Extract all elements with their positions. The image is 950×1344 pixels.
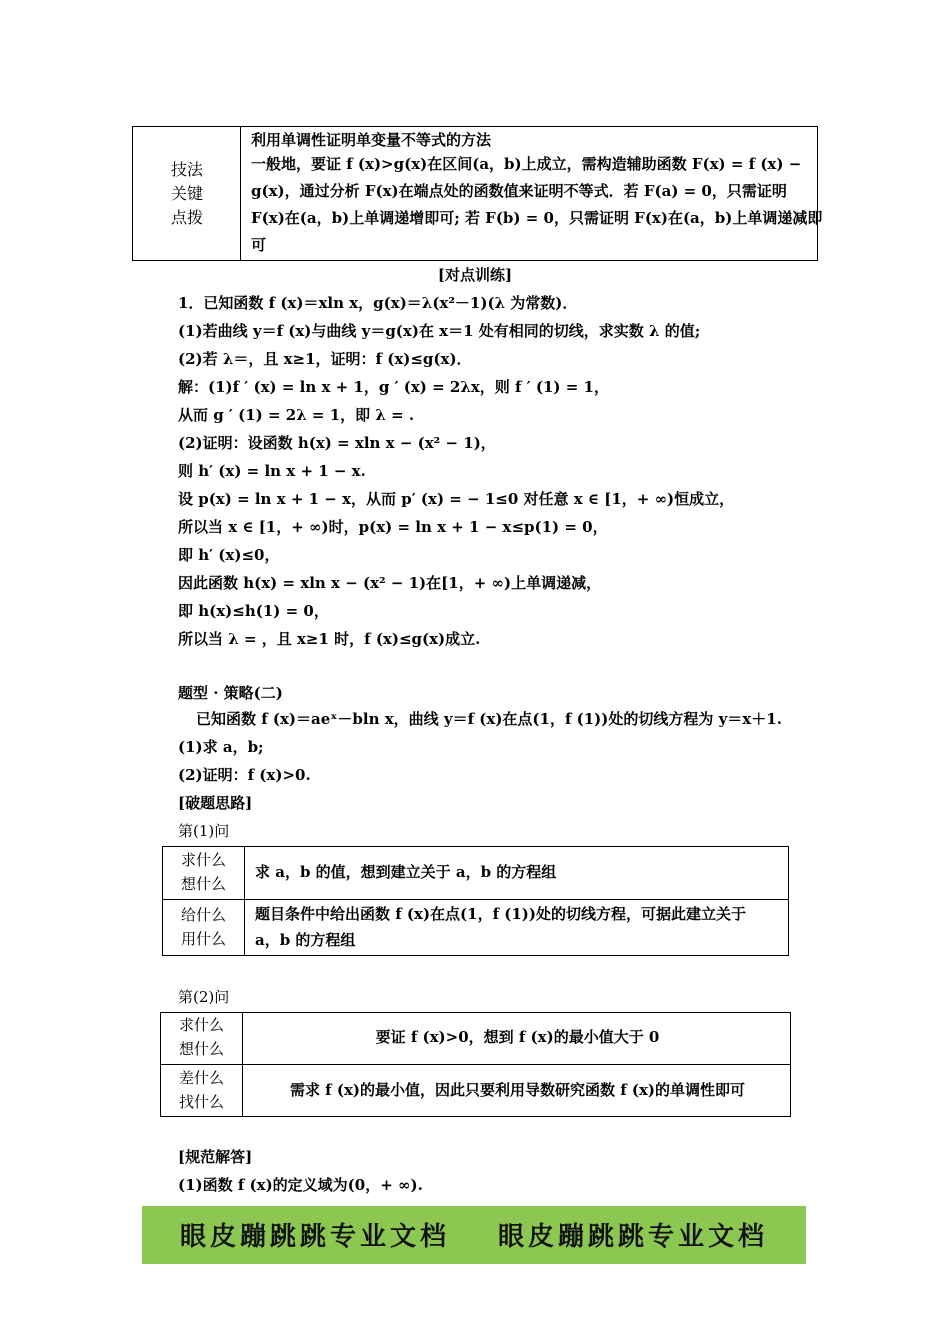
text-line: 即 h′ (x)≤0， xyxy=(178,546,280,564)
problem-statement: 已知函数 f (x)＝aeˣ－bln x，曲线 y＝f (x)在点(1，f (1))处的切线方程为 y＝x＋1. xyxy=(196,710,782,728)
banner-text: 眼皮蹦跳跳专业文档 xyxy=(498,1222,769,1252)
text-line: 1．已知函数 f (x)＝xln x，g(x)＝λ(x²－1)(λ 为常数)． xyxy=(178,294,578,312)
method-box-label xyxy=(133,127,241,260)
row-label xyxy=(163,847,245,899)
think-heading: [破题思路] xyxy=(178,794,253,812)
row-label-line: 找什么 xyxy=(178,1093,224,1111)
row-label xyxy=(161,1013,243,1064)
table-part-1 xyxy=(162,846,789,956)
method-box xyxy=(132,126,823,261)
table-row xyxy=(163,847,788,899)
solve-line: (1)函数 f (x)的定义域为(0，+ ∞). xyxy=(178,1176,423,1194)
table-row xyxy=(161,1013,790,1064)
method-title: 利用单调性证明单变量不等式的方法 xyxy=(251,131,492,149)
label-line: 技法 xyxy=(170,160,203,179)
text-line: 解：(1)f ′ (x) = ln x + 1，g ′ (x) = 2λx，则 f ′ (1) = 1， xyxy=(178,378,609,396)
table-part-2 xyxy=(160,1012,791,1117)
method-line: 可 xyxy=(251,236,267,254)
row-text-line: 题目条件中给出函数 f (x)在点(1，f (1))处的切线方程，可据此建立关于 xyxy=(255,905,746,923)
question-1: (1)求 a，b; xyxy=(178,738,264,756)
text-line: 从而 g ′ (1) = 2λ = 1，即 λ = . xyxy=(178,406,415,424)
table-row xyxy=(163,899,788,956)
label-line: 关键 xyxy=(170,184,203,203)
row-text-line: 要证 f (x)>0，想到 f (x)的最小值大于 0 xyxy=(375,1028,660,1046)
text-line: (1)若曲线 y＝f (x)与曲线 y＝g(x)在 x＝1 处有相同的切线，求实数 λ 的值; xyxy=(178,322,701,340)
method-line: F(x)在(a，b)上单调递增即可; 若 F(b) = 0，只需证明 F(x)在(a，b)上单调递减即 xyxy=(251,209,823,227)
text-line: 则 h′ (x) = ln x + 1 − x. xyxy=(178,462,366,480)
text-line: 因此函数 h(x) = xln x − (x² − 1)在[1，+ ∞)上单调递减， xyxy=(178,574,602,592)
text-line: 即 h(x)≤h(1) = 0， xyxy=(178,602,329,620)
row-label-line: 用什么 xyxy=(180,930,226,948)
row-label-line: 求什么 xyxy=(178,1016,224,1034)
row-label-line: 求什么 xyxy=(180,851,226,869)
text-line: (2)若 λ＝，且 x≥1，证明：f (x)≤g(x)． xyxy=(178,350,472,368)
row-text-line: 需求 f (x)的最小值，因此只要利用导数研究函数 f (x)的单调性即可 xyxy=(289,1081,746,1099)
row-text xyxy=(243,1065,792,1117)
row-label-line: 给什么 xyxy=(180,906,226,924)
row-text xyxy=(243,1013,792,1064)
solve-heading: [规范解答] xyxy=(178,1148,253,1166)
row-label-line: 想什么 xyxy=(178,1040,224,1058)
footer-banner xyxy=(142,1206,806,1264)
banner-text: 眼皮蹦跳跳专业文档 xyxy=(180,1222,451,1252)
text-line: 所以当 λ = ，且 x≥1 时，f (x)≤g(x)成立. xyxy=(178,630,481,648)
part-1-label: 第(1)问 xyxy=(178,822,230,840)
method-line: 一般地，要证 f (x)>g(x)在区间(a，b)上成立，需构造辅助函数 F(x) = f (x) − xyxy=(251,155,802,173)
row-label xyxy=(161,1065,243,1117)
training-heading: [对点训练] xyxy=(437,266,513,284)
row-text-line: 求 a，b 的值，想到建立关于 a，b 的方程组 xyxy=(255,863,557,881)
row-label-line: 差什么 xyxy=(178,1069,224,1087)
text-line: (2)证明：设函数 h(x) = xln x − (x² − 1)， xyxy=(178,434,496,452)
text-line: 所以当 x ∈ [1，+ ∞)时，p(x) = ln x + 1 − x≤p(1) = 0， xyxy=(178,518,608,536)
part-2-label: 第(2)问 xyxy=(178,988,230,1006)
question-2: (2)证明：f (x)>0. xyxy=(178,766,311,784)
row-label xyxy=(163,900,245,956)
row-label-line: 想什么 xyxy=(180,875,226,893)
method-line: g(x)，通过分析 F(x)在端点处的函数值来证明不等式．若 F(a) = 0，只需证明 xyxy=(251,182,787,200)
table-row xyxy=(161,1064,790,1117)
label-line: 点拨 xyxy=(170,208,203,227)
text-line: 设 p(x) = ln x + 1 − x，从而 p′ (x) = − 1≤0 对任意 x ∈ [1，+ ∞)恒成立， xyxy=(178,490,735,508)
row-text-line: a，b 的方程组 xyxy=(255,931,356,949)
section-heading: 题型 · 策略(二) xyxy=(178,684,283,702)
